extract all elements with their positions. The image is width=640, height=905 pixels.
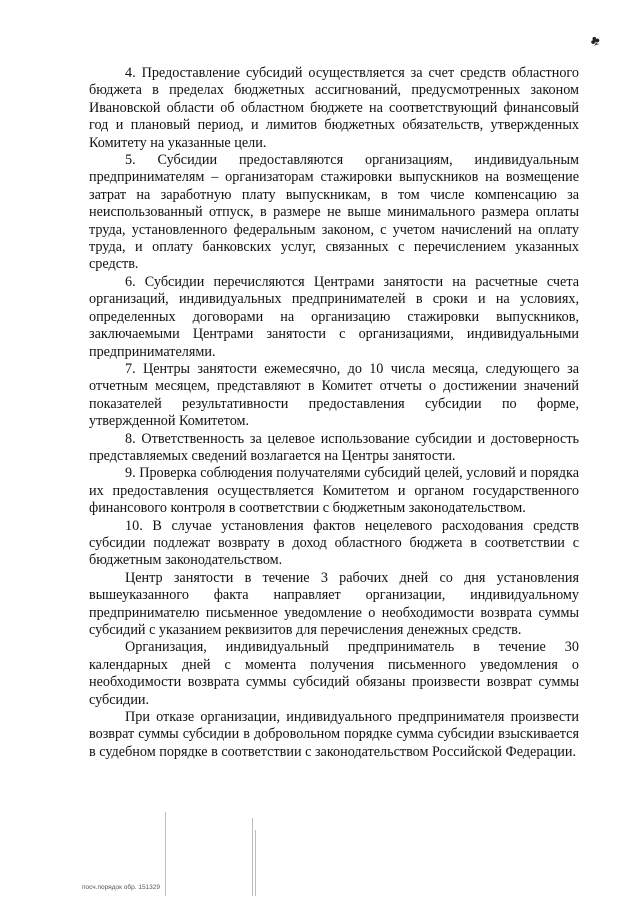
paragraph-10-deadline: Организация, индивидуальный предприниматель в течение 30 календарных дней с момента получения письменного уведомления о необходимости возврата суммы субсидий обязаны произвести возврат суммы субсидии. bbox=[89, 639, 579, 708]
scan-artifact-line bbox=[255, 830, 256, 896]
corner-mark-icon: ♣ bbox=[588, 32, 603, 51]
paragraph-9: 9. Проверка соблюдения получателями субсидий целей, условий и порядка их предоставления осуществляется Комитетом и органом государственного финансового контроля в соответствии с бюджетным законодательством. bbox=[89, 465, 579, 517]
document-body bbox=[89, 65, 579, 761]
paragraph-5: 5. Субсидии предоставляются организациям, индивидуальным предпринимателям – организаторам стажировки выпускников на возмещение затрат на заработную плату выпускникам, в том числе компенсацию за неиспользованный отпуск, в размере не выше минимального размера оплаты труда, установленного федеральным законом, с учетом начислений на оплату труда, и оплату банковских услуг, связанных с перечислением указанных средств. bbox=[89, 152, 579, 273]
scan-artifact-line bbox=[252, 818, 253, 896]
paragraph-7: 7. Центры занятости ежемесячно, до 10 числа месяца, следующего за отчетным месяцем, представляют в Комитет отчеты о достижении значений показателей результативности предоставления субсидии по форме, утвержденной Комитетом. bbox=[89, 360, 579, 430]
paragraph-8: 8. Ответственность за целевое использование субсидии и достоверность представляемых сведений возлагается на Центры занятости. bbox=[89, 430, 579, 464]
scan-artifact-line bbox=[165, 812, 166, 896]
paragraph-10-refusal: При отказе организации, индивидуального предпринимателя произвести возврат суммы субсидии в добровольном порядке сумма субсидии взыскивается в судебном порядке в соответствии с законодательством Российской Федерации. bbox=[89, 709, 579, 760]
paragraph-10-notice: Центр занятости в течение 3 рабочих дней со дня установления вышеуказанного факта направляет организации, индивидуальному предпринимателю письменное уведомление о необходимости возврата суммы субсидий с указанием реквизитов для перечисления денежных средств. bbox=[89, 569, 579, 638]
footer-note: посч.порядок обр. 151329 bbox=[82, 884, 161, 891]
paragraph-10: 10. В случае установления фактов нецелевого расходования средств субсидии подлежат возврату в доход областного бюджета в соответствии с бюджетным законодательством. bbox=[89, 517, 579, 569]
paragraph-6: 6. Субсидии перечисляются Центрами занятости на расчетные счета организаций, индивидуальных предпринимателей в сроки и на условиях, определенных договорами на организацию стажировки выпускников, заключаемыми Центрами занятости с организациями, индивидуальными предпринимателями. bbox=[89, 273, 579, 360]
paragraph-4: 4. Предоставление субсидий осуществляется за счет средств областного бюджета в пределах бюджетных ассигнований, предусмотренных законом Ивановской области об областном бюджете на соответствующий финансовый год и плановый период, и лимитов бюджетных обязательств, утвержденных Комитету на указанные цели. bbox=[89, 65, 579, 151]
